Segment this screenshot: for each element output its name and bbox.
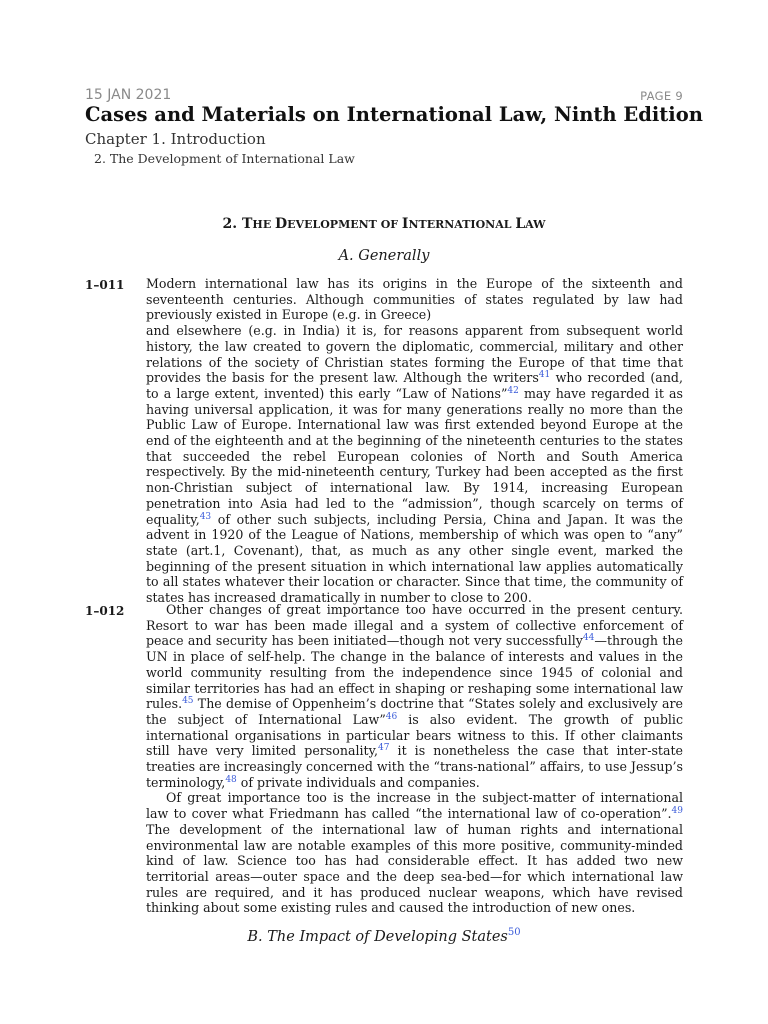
section-breadcrumb[interactable]: 2. The Development of International Law bbox=[94, 151, 355, 166]
footnote-link-42[interactable]: 42 bbox=[507, 385, 519, 396]
footnote-link-41[interactable]: 41 bbox=[538, 370, 551, 381]
paragraph-1-011 bbox=[146, 276, 683, 606]
subheading-generally: A. Generally bbox=[338, 248, 430, 264]
footnote-link-46[interactable]: 46 bbox=[385, 711, 398, 722]
paragraph-number-1-012: 1–012 bbox=[85, 604, 125, 618]
footnote-link-48[interactable]: 48 bbox=[225, 774, 237, 785]
footnote-link-43[interactable]: 43 bbox=[199, 511, 212, 522]
paragraph-text: Other changes of great importance too have occurred in the present century. Resort to war has been made illegal and a system of collective enforcement of peace and security has been initiated—though not very successfully$^{44}$—through the UN in place of self-help. The change in the balance of interests and values in the world community resulting from the independence since 1945 of colonial and similar territories has had an effect in shaping or reshaping some international law rules.$^{45}$ The demise of Oppenheim’s doctrine that “States solely and exclusively are the subject of International Law”$^{46}$ is also evident. The growth of public international organisations in particular bears witness to this. If other claimants still have very limited personality,$^{47}$ it is nonetheless the case that inter-state treaties are increasingly concerned with the “trans-national” affairs, to use Jessup’s terminology,$^{48}$ of private individuals and companies. bbox=[146, 602, 683, 790]
date-label: 15 JAN 2021 bbox=[85, 87, 172, 103]
chapter-title[interactable]: Chapter 1. Introduction bbox=[85, 130, 266, 148]
book-title: Cases and Materials on International Law, Ninth Edition bbox=[85, 103, 703, 126]
paragraph-1-012 bbox=[146, 602, 683, 916]
footnote-link-47[interactable]: 47 bbox=[378, 743, 390, 754]
subheading-developing-states: B. The Impact of Developing States$^{50}$ bbox=[247, 927, 521, 945]
paragraph-text: Modern international law has its origins in the Europe of the sixteenth and seventeenth centuries. Although communities of states regulated by law had previously existed in Europe (e.g. in Greece) bbox=[146, 276, 683, 323]
section-heading: 2. THE DEVELOPMENT OF INTERNATIONAL LAW bbox=[222, 216, 546, 232]
footnote-link-45[interactable]: 45 bbox=[182, 696, 194, 707]
paragraph-text: and elsewhere (e.g. in India) it is, for reasons apparent from subsequent world history, the law created to govern the diplomatic, commercial, military and other relations of the society of Christian states forming the Europe of that time that provides the basis for the present law. Although the writers$^{41}$ who recorded (and, to a large extent, invented) this early “Law of Nations”$^{42}$ may have regarded it as having universal application, it was for many generations really no more than the Public Law of Europe. International law was first extended beyond Europe at the end of the eighteenth and at the beginning of the nineteenth centuries to the states that succeeded the rebel European colonies of North and South America respectively. By the mid-nineteenth century, Turkey had been accepted as the first non-Christian subject of international law. By 1914, increasing European penetration into Asia had led to the “admission”, though scarcely on terms of equality,$^{43}$ of other such subjects, including Persia, China and Japan. It was the advent in 1920 of the League of Nations, membership of which was open to “any” state (art.1, Covenant), that, as much as any other single event, marked the beginning of the present situation in which international law applies automatically to all states whatever their location or character. Since that time, the community of states has increased dramatically in number to close to 200. bbox=[146, 323, 684, 606]
footnote-link-49[interactable]: 49 bbox=[671, 805, 683, 816]
footnote-link-50[interactable]: 50 bbox=[507, 927, 521, 939]
paragraph-number-1-011: 1–011 bbox=[85, 278, 125, 292]
page-number: PAGE 9 bbox=[640, 89, 683, 103]
footnote-link-44[interactable]: 44 bbox=[582, 633, 595, 644]
paragraph-text: Of great importance too is the increase in the subject-matter of international law to cover what Friedmann has called “the international law of co-operation”.$^{49}$ The development of the international law of human rights and international environmental law are notable examples of this more positive, community-minded kind of law. Science too has had considerable effect. It has added two new territorial areas—outer space and the deep sea-bed—for which international law rules are required, and it has produced nuclear weapons, which have revised thinking about some existing rules and caused the introduction of new ones. bbox=[146, 790, 683, 916]
